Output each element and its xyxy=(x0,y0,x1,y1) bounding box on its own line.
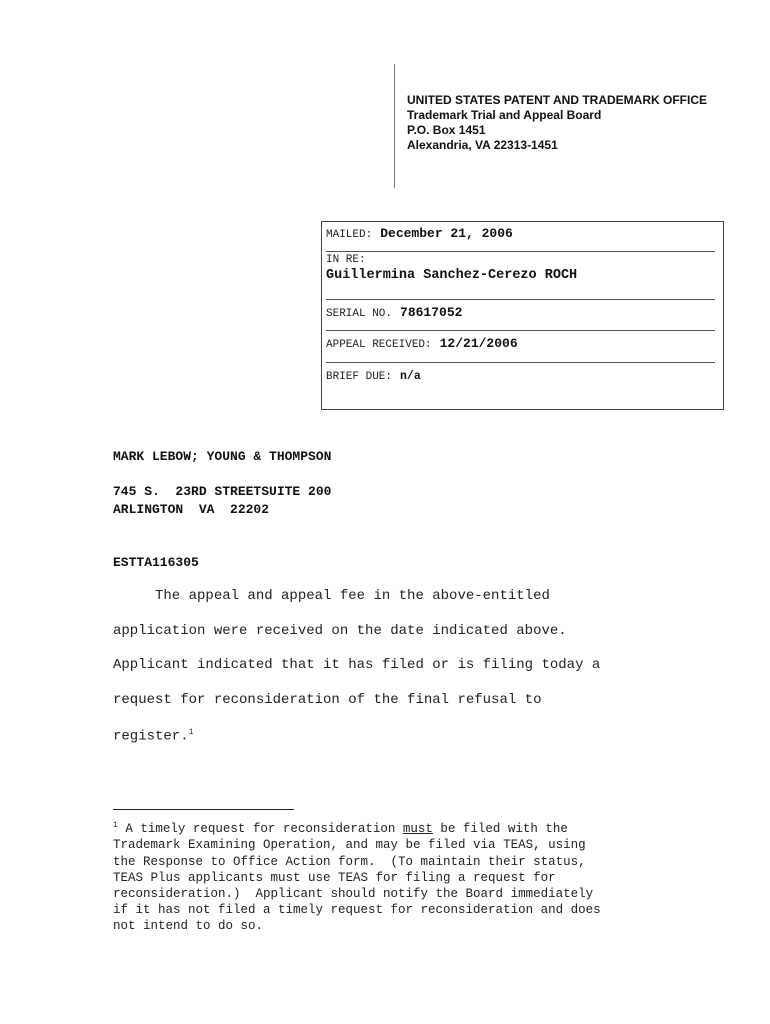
body-line-3: Applicant indicated that it has filed or is filing today a xyxy=(113,657,601,673)
mailed-label: MAILED: xyxy=(326,229,373,241)
addressee-name: MARK LEBOW; YOUNG & THOMPSON xyxy=(113,449,332,464)
brief-value: n/a xyxy=(400,370,421,383)
body-line-4: request for reconsideration of the final refusal to xyxy=(113,692,542,708)
footnote-divider xyxy=(113,809,294,810)
addressee-city: ARLINGTON VA 22202 xyxy=(113,502,270,517)
inre-label: IN RE: xyxy=(326,254,366,266)
office-address-block xyxy=(407,93,707,153)
body-line-1: The appeal and appeal fee in the above-entitled xyxy=(113,588,550,604)
brief-row xyxy=(326,366,715,386)
body-line-5-text: register. xyxy=(113,728,189,745)
mailed-row xyxy=(326,224,715,252)
serial-row xyxy=(326,303,715,331)
serial-value: 78617052 xyxy=(400,305,463,320)
inre-value: Guillermina Sanchez-Cerezo ROCH xyxy=(326,268,578,283)
body-line-2: application were received on the date indicated above. xyxy=(113,623,567,639)
body-line-5 xyxy=(113,728,193,745)
footnote-emphasis: must xyxy=(402,822,433,837)
office-name: UNITED STATES PATENT AND TRADEMARK OFFICE xyxy=(407,93,707,107)
footnote-text-c: be filed with the Trademark Examining Operation, and may be filed via TEAS, using the Response to Office Action form. (To maintain their status, TEAS Plus applicants must use TEAS for filing a request for reconsideration.) Applicant should notify the Board immediately if it has not filed a timely request for reconsideration and does not intend to do so. xyxy=(113,822,601,934)
board-name: Trademark Trial and Appeal Board xyxy=(407,108,602,122)
case-info-box xyxy=(321,221,724,410)
footnote-marker: 1 xyxy=(113,821,118,830)
footnote xyxy=(113,818,673,935)
footnote-text-a: A timely request for reconsideration xyxy=(117,822,403,837)
estta-reference: ESTTA116305 xyxy=(113,555,199,570)
serial-label: SERIAL NO. xyxy=(326,308,393,320)
appeal-label: APPEAL RECEIVED: xyxy=(326,339,432,351)
appeal-row xyxy=(326,334,715,363)
inre-row xyxy=(326,254,715,300)
brief-label: BRIEF DUE: xyxy=(326,371,393,383)
header-divider xyxy=(394,64,395,188)
office-city: Alexandria, VA 22313-1451 xyxy=(407,138,558,152)
po-box: P.O. Box 1451 xyxy=(407,123,486,137)
mailed-value: December 21, 2006 xyxy=(380,226,513,241)
footnote-reference: 1 xyxy=(188,728,194,737)
appeal-value: 12/21/2006 xyxy=(439,336,518,351)
addressee-street: 745 S. 23RD STREETSUITE 200 xyxy=(113,484,332,499)
